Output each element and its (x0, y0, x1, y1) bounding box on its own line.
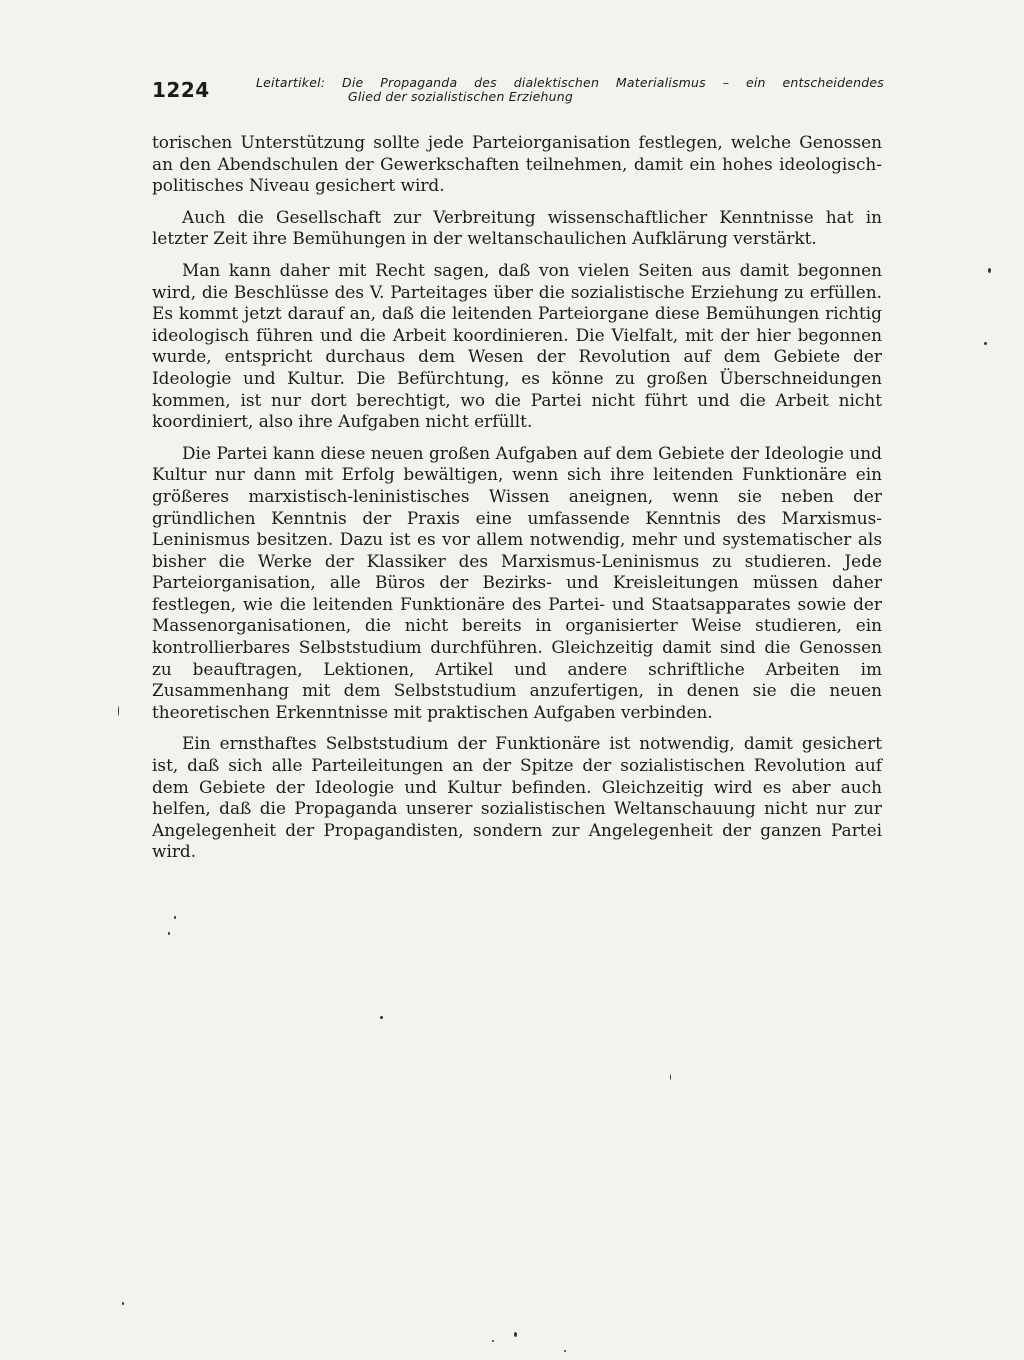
paragraph-continued: torischen Unterstützung sollte jede Parteiorganisation festlegen, welche Genossen an den Abendschulen der Gewerkschaften teilnehmen, damit ein hohes ideologisch-politisches Niveau gesichert wird. (152, 132, 882, 196)
paragraph-selbststudium: Ein ernsthaftes Selbststudium der Funktionäre ist notwendig, damit gesichert ist, daß sich alle Parteileitungen an der Spitze der sozialistischen Revolution auf dem Gebiete der Ideologie und Kultur befinden. Gleichzeitig wird es aber auch helfen, daß die Propaganda unserer sozialistischen Weltanschauung nicht nur zur Angelegenheit der Propagandisten, sondern zur Angelegenheit der ganzen Partei wird. (152, 733, 882, 862)
page-header (152, 76, 884, 110)
scan-speck (670, 1074, 671, 1080)
scan-speck (492, 1340, 494, 1342)
scan-speck (168, 932, 170, 935)
paragraph-recht: Man kann daher mit Recht sagen, daß von vielen Seiten aus damit begonnen wird, die Beschlüsse des V. Parteitages über die sozialistische Erziehung zu erfüllen. Es kommt jetzt darauf an, daß die leitenden Parteiorgane diese Bemühungen richtig ideologisch führen und die Arbeit koordinieren. Die Vielfalt, mit der hier begonnen wurde, entspricht durchaus dem Wesen der Revolution auf dem Gebiete der Ideologie und Kultur. Die Befürchtung, es könne zu großen Überschneidungen kommen, ist nur dort berechtigt, wo die Partei nicht führt und die Arbeit nicht koordiniert, also ihre Aufgaben nicht erfüllt. (152, 259, 882, 432)
paragraph-aufgaben: Die Partei kann diese neuen großen Aufgaben auf dem Gebiete der Ideologie und Kultur nur dann mit Erfolg bewältigen, wenn sich ihre leitenden Funktionäre ein größeres marxistisch-leninistisches Wissen aneignen, wenn sie neben der gründlichen Kenntnis der Praxis eine umfassende Kenntnis des Marxismus-Leninismus besitzen. Dazu ist es vor allem notwendig, mehr und systematischer als bisher die Werke der Klassiker des Marxismus-Leninismus zu studieren. Jede Parteiorganisation, alle Büros der Bezirks- und Kreisleitungen müssen daher festlegen, wie die leitenden Funktionäre des Partei- und Staatsapparates sowie der Massenorganisationen, die nicht bereits in organisierter Weise studieren, ein kontrollierbares Selbststudium durchführen. Gleichzeitig damit sind die Genossen zu beauftragen, Lektionen, Artikel und andere schriftliche Arbeiten im Zusammenhang mit dem Selbststudium anzufertigen, in denen sie die neuen theoretischen Erkenntnisse mit praktischen Aufgaben verbinden. (152, 442, 882, 722)
running-title-line-2: Glied der sozialistischen Erziehung (348, 89, 574, 104)
running-title-line-1: Leitartikel: Die Propaganda des dialektischen Materialismus – ein entscheidendes (256, 75, 884, 90)
scan-speck (988, 268, 991, 273)
running-title (256, 76, 884, 104)
scan-speck (564, 1350, 566, 1352)
paragraph-gesellschaft: Auch die Gesellschaft zur Verbreitung wissenschaftlicher Kenntnisse hat in letzter Zeit ihre Bemühungen in der weltanschaulichen Aufklärung verstärkt. (152, 206, 882, 249)
scan-speck (514, 1332, 517, 1337)
page-number: 1224 (152, 78, 210, 102)
scan-speck (122, 1302, 124, 1305)
scan-speck (118, 706, 119, 716)
scan-speck (380, 1016, 383, 1019)
scan-speck (174, 916, 176, 919)
scan-speck (984, 342, 987, 345)
article-body (152, 132, 882, 873)
